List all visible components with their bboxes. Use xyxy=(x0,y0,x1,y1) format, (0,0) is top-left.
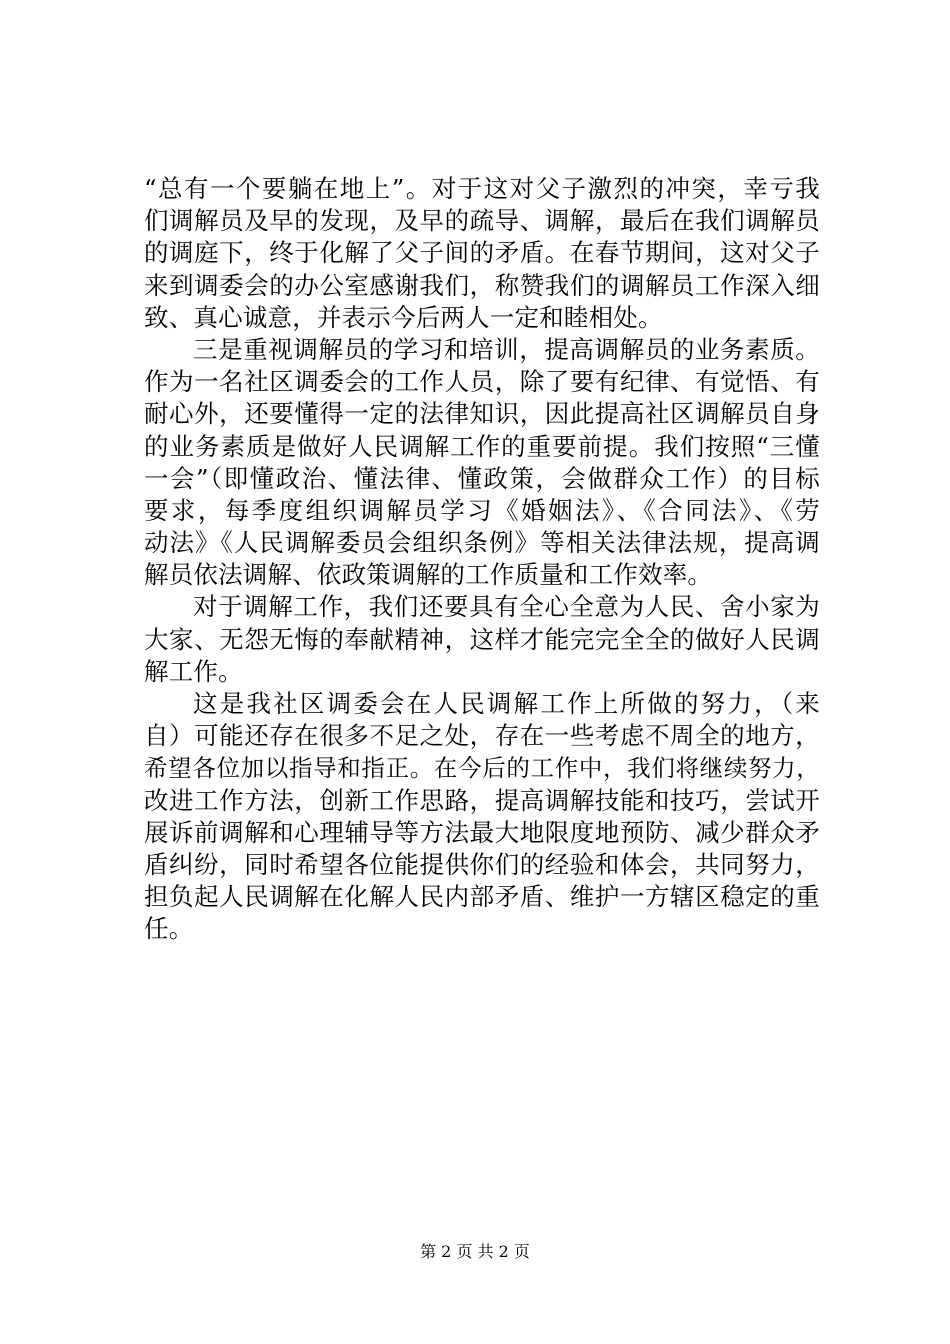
text-line: “总有一个要躺在地上”。对于这对父子激烈的冲突，幸亏我 xyxy=(144,174,820,203)
text-line: 大家、无怨无悔的奉献精神，这样才能完完全全的做好人民调 xyxy=(144,624,820,654)
paragraph xyxy=(144,591,820,688)
text-line: 担负起人民调解在化解人民内部矛盾、维护一方辖区稳定的重 xyxy=(144,882,820,912)
text-line: 这是我社区调委会在人民调解工作上所做的努力，（来 xyxy=(193,689,820,718)
text-line: 耐心外，还要懂得一定的法律知识，因此提高社区调解员自身 xyxy=(144,399,820,429)
text-line: 自）可能还存在很多不足之处，存在一些考虑不周全的地方， xyxy=(144,721,820,751)
text-line: 希望各位加以指导和指正。在今后的工作中，我们将继续努力， xyxy=(144,754,820,783)
text-line: 解工作。 xyxy=(144,656,243,686)
text-line: 三是重视调解员的学习和培训，提高调解员的业务素质。 xyxy=(193,334,820,364)
text-line: 改进工作方法，创新工作思路，提高调解技能和技巧，尝试开 xyxy=(144,785,820,815)
paragraph xyxy=(144,173,820,334)
text-line: 任。 xyxy=(144,914,194,944)
text-line: 盾纠纷，同时希望各位能提供你们的经验和体会，共同努力， xyxy=(144,849,820,879)
text-line: 一会”（即懂政治、懂法律、懂政策，会做群众工作）的目标 xyxy=(144,463,820,493)
paragraph xyxy=(144,334,820,592)
paragraph xyxy=(144,688,820,946)
text-line: 动法》《人民调解委员会组织条例》等相关法律法规，提高调 xyxy=(144,528,820,558)
text-line: 的业务素质是做好人民调解工作的重要前提。我们按照“三懂 xyxy=(144,431,820,461)
text-line: 来到调委会的办公室感谢我们，称赞我们的调解员工作深入细 xyxy=(144,270,820,300)
text-line: 的调庭下，终于化解了父子间的矛盾。在春节期间，这对父子 xyxy=(144,238,820,268)
page-number-footer: 第 2 页 共 2 页 xyxy=(420,1242,530,1261)
text-line: 展诉前调解和心理辅导等方法最大地限度地预防、减少群众矛 xyxy=(144,817,820,847)
text-line: 作为一名社区调委会的工作人员，除了要有纪律、有觉悟、有 xyxy=(144,367,820,397)
text-line: 对于调解工作，我们还要具有全心全意为人民、舍小家为 xyxy=(193,592,820,622)
text-line: 致、真心诚意，并表示今后两人一定和睦相处。 xyxy=(144,302,663,332)
document-body xyxy=(144,173,820,946)
text-line: 要求，每季度组织调解员学习《婚姻法》、《合同法》、《劳 xyxy=(144,495,820,525)
text-line: 解员依法调解、依政策调解的工作质量和工作效率。 xyxy=(144,560,713,590)
text-line: 们调解员及早的发现，及早的疏导、调解，最后在我们调解员 xyxy=(144,206,820,236)
